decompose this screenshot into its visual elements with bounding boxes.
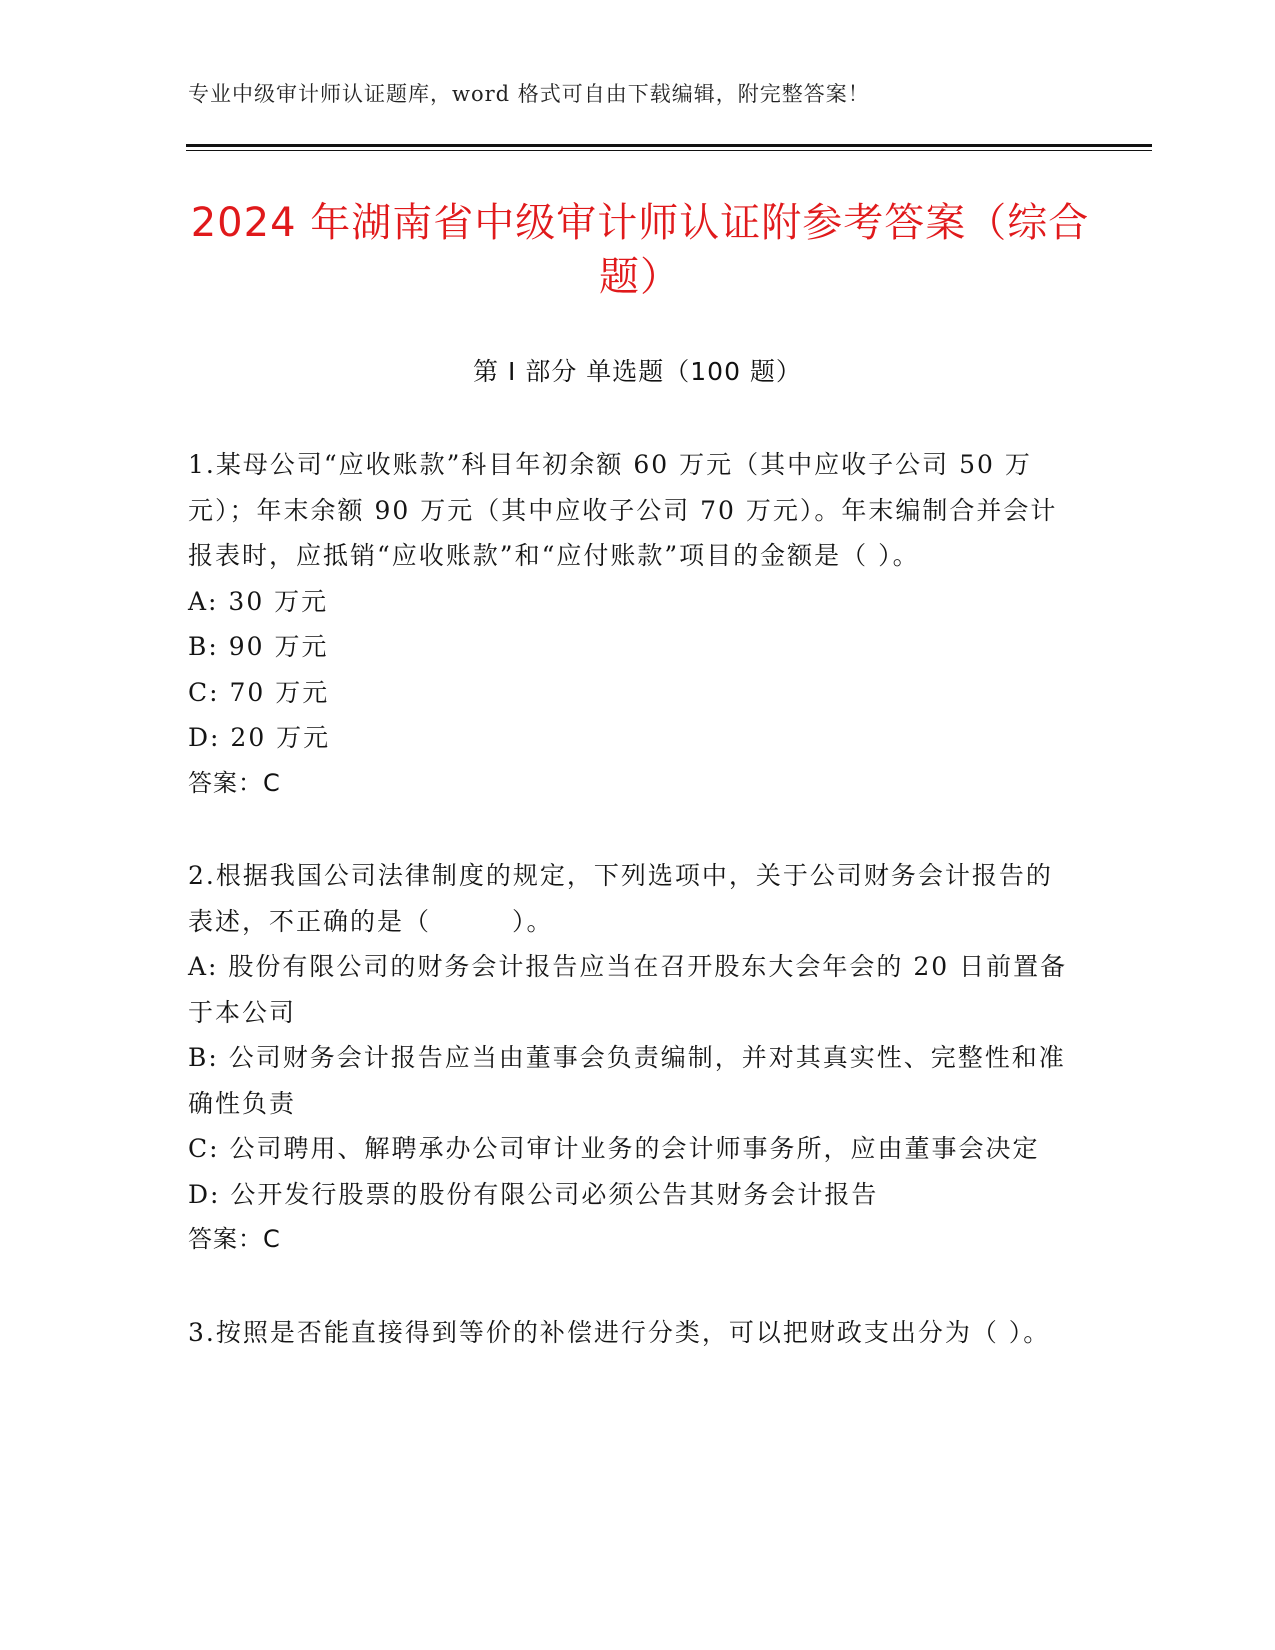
- question-3: [188, 1310, 1068, 1356]
- answer-line: 答案：C: [188, 768, 281, 797]
- option-c: C: 70 万元: [188, 677, 330, 707]
- option-c: C: 公司聘用、解聘承办公司审计业务的会计师事务所，应由董事会决定: [188, 1134, 1040, 1163]
- question-1: [188, 442, 1068, 806]
- option-b: B: 90 万元: [188, 632, 329, 661]
- option-a: A: 30 万元: [188, 586, 329, 616]
- option-d: D: 公开发行股票的股份有限公司必须公告其财务会计报告: [188, 1179, 879, 1209]
- question-stem: 3.按照是否能直接得到等价的补偿进行分类，可以把财政支出分为（ ）。: [188, 1317, 1051, 1347]
- question-stem: 1.某母公司“应收账款”科目年初余额 60 万元（其中应收子公司 50 万元）；年末余额 90 万元（其中应收子公司 70 万元）。年末编制合并会计报表时，应抵销“应收账款”和“应付账款”项目的金额是（ ）。: [188, 450, 1058, 570]
- header-note: 专业中级审计师认证题库，word 格式可自由下载编辑，附完整答案！: [188, 82, 870, 106]
- section-heading: 第 I 部分 单选题（100 题）: [473, 357, 802, 386]
- question-spacer: [188, 806, 1068, 853]
- option-a: A: 股份有限公司的财务会计报告应当在召开股东大会年会的 20 日前置备于本公司: [188, 952, 1068, 1027]
- option-d: D: 20 万元: [188, 723, 331, 752]
- answer-line: 答案：C: [188, 1225, 281, 1253]
- question-2: [188, 853, 1068, 1263]
- question-list: [188, 442, 1068, 1355]
- question-spacer: [188, 1263, 1068, 1310]
- question-stem: 2.根据我国公司法律制度的规定，下列选项中，关于公司财务会计报告的表述，不正确的是（ ）。: [188, 861, 1053, 936]
- option-b: B: 公司财务会计报告应当由董事会负责编制，并对其真实性、完整性和准确性负责: [188, 1043, 1066, 1118]
- header-rule-thick: [186, 144, 1152, 147]
- document-title: 2024 年湖南省中级审计师认证附参考答案（综合题）: [190, 200, 1090, 300]
- header-rule-thin: [186, 150, 1152, 151]
